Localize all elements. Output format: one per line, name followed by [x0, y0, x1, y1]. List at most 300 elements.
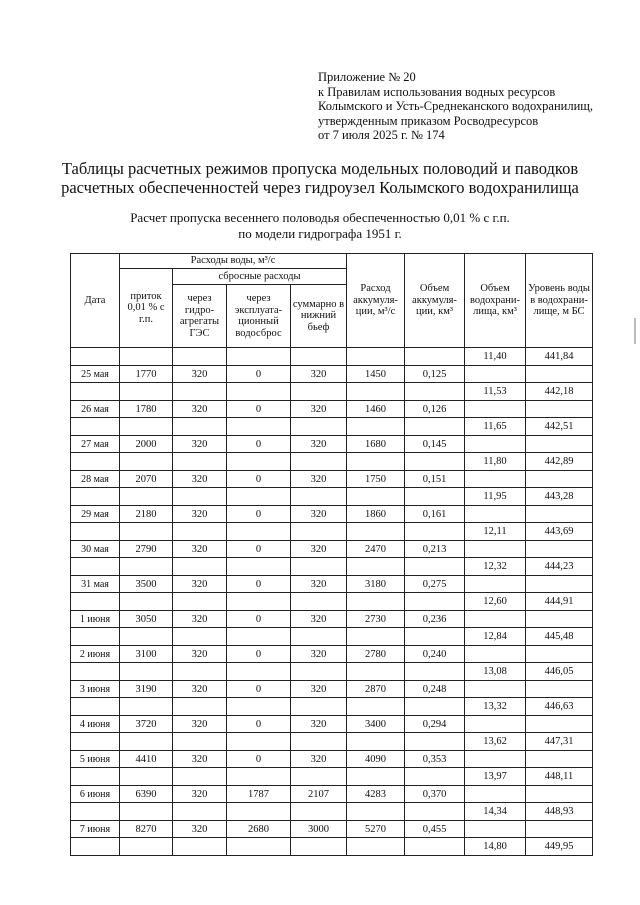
empty-cell — [526, 716, 593, 733]
level-row — [71, 593, 593, 611]
accumulation-volume-cell: 0,353 — [405, 751, 465, 768]
reservoir-volume-cell: 14,80 — [465, 838, 526, 856]
spillway-cell: 0 — [227, 716, 291, 733]
empty-cell — [291, 663, 347, 681]
inflow-cell: 3190 — [120, 681, 173, 698]
empty-cell — [465, 646, 526, 663]
date-cell: 7 июня — [71, 821, 120, 838]
empty-cell — [71, 663, 120, 681]
empty-cell — [347, 523, 405, 541]
table-row — [71, 611, 593, 628]
accumulation-volume-cell: 0,294 — [405, 716, 465, 733]
empty-cell — [465, 821, 526, 838]
total-release-cell: 320 — [291, 646, 347, 663]
empty-cell — [173, 418, 227, 436]
level-row — [71, 628, 593, 646]
empty-cell — [71, 383, 120, 401]
empty-cell — [227, 733, 291, 751]
empty-cell — [526, 611, 593, 628]
empty-cell — [291, 558, 347, 576]
water-level-cell: 445,48 — [526, 628, 593, 646]
level-row — [71, 733, 593, 751]
accumulation-volume-cell: 0,275 — [405, 576, 465, 593]
header-inflow: приток 0,01 % с г.п. — [120, 269, 173, 348]
reservoir-volume-cell: 14,34 — [465, 803, 526, 821]
caption-line: Расчет пропуска весеннего половодья обеспеченностью 0,01 % с г.п. — [130, 210, 510, 225]
empty-cell — [347, 558, 405, 576]
total-release-cell: 320 — [291, 576, 347, 593]
reservoir-volume-cell: 11,80 — [465, 453, 526, 471]
empty-cell — [71, 593, 120, 611]
reservoir-volume-cell: 12,32 — [465, 558, 526, 576]
header-total-release: суммарно в нижний бьеф — [291, 285, 347, 348]
table-row — [71, 506, 593, 523]
accumulation-volume-cell: 0,455 — [405, 821, 465, 838]
empty-cell — [347, 733, 405, 751]
empty-cell — [120, 768, 173, 786]
title-line: Таблицы расчетных режимов пропуска модельных половодий и паводков — [61, 159, 579, 178]
empty-cell — [526, 506, 593, 523]
date-cell: 26 мая — [71, 401, 120, 418]
annex-line: к Правилам использования водных ресурсов — [318, 84, 556, 99]
level-row — [71, 558, 593, 576]
date-cell: 29 мая — [71, 506, 120, 523]
empty-cell — [71, 628, 120, 646]
empty-cell — [120, 418, 173, 436]
spillway-cell: 0 — [227, 366, 291, 383]
empty-cell — [465, 716, 526, 733]
empty-cell — [347, 418, 405, 436]
total-release-cell: 320 — [291, 436, 347, 453]
empty-cell — [526, 436, 593, 453]
empty-cell — [405, 488, 465, 506]
annex-line: Колымского и Усть-Среднеканского водохранилищ, — [318, 99, 594, 114]
empty-cell — [405, 628, 465, 646]
accumulation-cell: 1750 — [347, 471, 405, 488]
empty-cell — [526, 366, 593, 383]
header-water-level: Уровень воды в водохрани-лище, м БС — [526, 254, 593, 348]
inflow-cell: 3050 — [120, 611, 173, 628]
level-row — [71, 768, 593, 786]
empty-cell — [71, 698, 120, 716]
empty-cell — [71, 558, 120, 576]
inflow-cell: 1780 — [120, 401, 173, 418]
table-row — [71, 541, 593, 558]
accumulation-volume-cell: 0,213 — [405, 541, 465, 558]
empty-cell — [173, 593, 227, 611]
empty-cell — [227, 698, 291, 716]
level-row — [71, 348, 593, 366]
table-row — [71, 681, 593, 698]
inflow-cell: 1770 — [120, 366, 173, 383]
reservoir-volume-cell: 11,53 — [465, 383, 526, 401]
empty-cell — [347, 488, 405, 506]
total-release-cell: 320 — [291, 471, 347, 488]
table-header — [71, 254, 593, 348]
empty-cell — [291, 698, 347, 716]
accumulation-cell: 1460 — [347, 401, 405, 418]
empty-cell — [347, 628, 405, 646]
empty-cell — [465, 366, 526, 383]
accumulation-cell: 5270 — [347, 821, 405, 838]
empty-cell — [71, 523, 120, 541]
empty-cell — [120, 663, 173, 681]
empty-cell — [120, 558, 173, 576]
reservoir-volume-cell: 11,65 — [465, 418, 526, 436]
empty-cell — [405, 803, 465, 821]
empty-cell — [291, 838, 347, 856]
water-level-cell: 443,69 — [526, 523, 593, 541]
accumulation-volume-cell: 0,240 — [405, 646, 465, 663]
spillway-cell: 0 — [227, 541, 291, 558]
empty-cell — [173, 733, 227, 751]
empty-cell — [347, 768, 405, 786]
empty-cell — [227, 593, 291, 611]
accumulation-volume-cell: 0,125 — [405, 366, 465, 383]
empty-cell — [120, 803, 173, 821]
table-row — [71, 751, 593, 768]
empty-cell — [173, 838, 227, 856]
annex-header — [318, 70, 593, 143]
date-cell: 4 июня — [71, 716, 120, 733]
reservoir-volume-cell: 12,11 — [465, 523, 526, 541]
empty-cell — [173, 768, 227, 786]
level-row — [71, 418, 593, 436]
empty-cell — [227, 453, 291, 471]
empty-cell — [71, 838, 120, 856]
empty-cell — [173, 523, 227, 541]
scan-margin-mark — [634, 318, 636, 344]
water-level-cell: 446,05 — [526, 663, 593, 681]
total-release-cell: 320 — [291, 401, 347, 418]
inflow-cell: 2000 — [120, 436, 173, 453]
empty-cell — [120, 523, 173, 541]
spillway-cell: 2680 — [227, 821, 291, 838]
empty-cell — [173, 628, 227, 646]
table-row — [71, 821, 593, 838]
water-level-cell: 444,91 — [526, 593, 593, 611]
spillway-cell: 0 — [227, 401, 291, 418]
empty-cell — [291, 768, 347, 786]
level-row — [71, 838, 593, 856]
spillway-cell: 0 — [227, 506, 291, 523]
accumulation-cell: 4283 — [347, 786, 405, 803]
empty-cell — [71, 733, 120, 751]
accumulation-volume-cell: 0,161 — [405, 506, 465, 523]
table-row — [71, 646, 593, 663]
empty-cell — [465, 436, 526, 453]
empty-cell — [405, 418, 465, 436]
empty-cell — [227, 383, 291, 401]
empty-cell — [465, 681, 526, 698]
header-reservoir-volume: Объем водохрани-лища, км³ — [465, 254, 526, 348]
level-row — [71, 383, 593, 401]
empty-cell — [227, 418, 291, 436]
table-row — [71, 366, 593, 383]
empty-cell — [120, 838, 173, 856]
inflow-cell: 2790 — [120, 541, 173, 558]
water-level-cell: 446,63 — [526, 698, 593, 716]
spillway-cell: 0 — [227, 646, 291, 663]
turbines-cell: 320 — [173, 471, 227, 488]
reservoir-volume-cell: 12,84 — [465, 628, 526, 646]
level-row — [71, 523, 593, 541]
reservoir-volume-cell: 13,08 — [465, 663, 526, 681]
empty-cell — [291, 628, 347, 646]
empty-cell — [465, 786, 526, 803]
empty-cell — [227, 838, 291, 856]
date-cell: 25 мая — [71, 366, 120, 383]
spillway-cell: 1787 — [227, 786, 291, 803]
water-level-cell: 448,11 — [526, 768, 593, 786]
empty-cell — [227, 558, 291, 576]
date-cell: 6 июня — [71, 786, 120, 803]
spillway-cell: 0 — [227, 436, 291, 453]
empty-cell — [291, 593, 347, 611]
header-turbines: через гидро-агрегаты ГЭС — [173, 285, 227, 348]
empty-cell — [405, 838, 465, 856]
empty-cell — [405, 593, 465, 611]
empty-cell — [405, 768, 465, 786]
empty-cell — [405, 733, 465, 751]
water-level-cell: 442,18 — [526, 383, 593, 401]
empty-cell — [120, 593, 173, 611]
accumulation-cell: 1450 — [347, 366, 405, 383]
water-level-cell: 442,51 — [526, 418, 593, 436]
turbines-cell: 320 — [173, 506, 227, 523]
turbines-cell: 320 — [173, 541, 227, 558]
empty-cell — [347, 663, 405, 681]
date-cell: 1 июня — [71, 611, 120, 628]
table-row — [71, 401, 593, 418]
empty-cell — [227, 768, 291, 786]
empty-cell — [71, 453, 120, 471]
empty-cell — [465, 611, 526, 628]
empty-cell — [465, 471, 526, 488]
turbines-cell: 320 — [173, 366, 227, 383]
empty-cell — [526, 821, 593, 838]
spillway-cell: 0 — [227, 576, 291, 593]
empty-cell — [291, 488, 347, 506]
level-row — [71, 453, 593, 471]
accumulation-cell: 3400 — [347, 716, 405, 733]
turbines-cell: 320 — [173, 611, 227, 628]
empty-cell — [120, 733, 173, 751]
inflow-cell: 2070 — [120, 471, 173, 488]
empty-cell — [227, 663, 291, 681]
reservoir-volume-cell: 13,32 — [465, 698, 526, 716]
spillway-cell: 0 — [227, 611, 291, 628]
empty-cell — [465, 401, 526, 418]
empty-cell — [120, 453, 173, 471]
total-release-cell: 3000 — [291, 821, 347, 838]
empty-cell — [347, 803, 405, 821]
table-caption — [70, 210, 570, 241]
turbines-cell: 320 — [173, 436, 227, 453]
empty-cell — [71, 488, 120, 506]
empty-cell — [465, 576, 526, 593]
accumulation-cell: 2870 — [347, 681, 405, 698]
total-release-cell: 320 — [291, 541, 347, 558]
water-level-cell: 448,93 — [526, 803, 593, 821]
accumulation-cell: 2780 — [347, 646, 405, 663]
empty-cell — [120, 698, 173, 716]
empty-cell — [526, 646, 593, 663]
empty-cell — [227, 803, 291, 821]
spillway-cell: 0 — [227, 751, 291, 768]
annex-line: Приложение № 20 — [318, 70, 416, 84]
total-release-cell: 320 — [291, 681, 347, 698]
empty-cell — [227, 628, 291, 646]
empty-cell — [405, 698, 465, 716]
date-cell: 27 мая — [71, 436, 120, 453]
table-row — [71, 716, 593, 733]
empty-cell — [291, 418, 347, 436]
empty-cell — [465, 541, 526, 558]
inflow-cell: 3500 — [120, 576, 173, 593]
date-cell: 5 июня — [71, 751, 120, 768]
empty-cell — [465, 751, 526, 768]
inflow-cell: 6390 — [120, 786, 173, 803]
empty-cell — [120, 628, 173, 646]
accumulation-volume-cell: 0,145 — [405, 436, 465, 453]
level-row — [71, 663, 593, 681]
table-row — [71, 471, 593, 488]
empty-cell — [291, 803, 347, 821]
table-row — [71, 786, 593, 803]
water-level-cell: 447,31 — [526, 733, 593, 751]
accumulation-cell: 4090 — [347, 751, 405, 768]
water-level-cell: 443,28 — [526, 488, 593, 506]
header-accumulation-volume: Объем аккумуля-ции, км³ — [405, 254, 465, 348]
water-level-cell: 442,89 — [526, 453, 593, 471]
total-release-cell: 320 — [291, 716, 347, 733]
empty-cell — [291, 383, 347, 401]
reservoir-volume-cell: 11,40 — [465, 348, 526, 366]
date-cell: 31 мая — [71, 576, 120, 593]
empty-cell — [347, 838, 405, 856]
empty-cell — [173, 663, 227, 681]
level-row — [71, 698, 593, 716]
reservoir-volume-cell: 12,60 — [465, 593, 526, 611]
empty-cell — [71, 768, 120, 786]
turbines-cell: 320 — [173, 681, 227, 698]
table-row — [71, 576, 593, 593]
empty-cell — [173, 558, 227, 576]
empty-cell — [120, 383, 173, 401]
inflow-cell: 3720 — [120, 716, 173, 733]
turbines-cell: 320 — [173, 786, 227, 803]
level-row — [71, 488, 593, 506]
total-release-cell: 320 — [291, 366, 347, 383]
header-date: Дата — [71, 254, 120, 348]
header-spillway: через эксплуата-ционный водосброс — [227, 285, 291, 348]
empty-cell — [291, 453, 347, 471]
header-release-group: сбросные расходы — [173, 269, 347, 285]
total-release-cell: 320 — [291, 506, 347, 523]
empty-cell — [405, 453, 465, 471]
empty-cell — [71, 803, 120, 821]
water-regime-table — [70, 253, 593, 856]
accumulation-volume-cell: 0,248 — [405, 681, 465, 698]
document-title — [40, 159, 600, 197]
annex-line: утвержденным приказом Росводресурсов — [318, 113, 539, 128]
caption-line: по модели гидрографа 1951 г. — [238, 225, 402, 241]
accumulation-volume-cell: 0,370 — [405, 786, 465, 803]
date-cell: 2 июня — [71, 646, 120, 663]
empty-cell — [405, 558, 465, 576]
level-row — [71, 803, 593, 821]
empty-cell — [526, 751, 593, 768]
spillway-cell: 0 — [227, 471, 291, 488]
table-body — [71, 348, 593, 856]
date-cell: 28 мая — [71, 471, 120, 488]
empty-cell — [405, 383, 465, 401]
empty-cell — [347, 383, 405, 401]
empty-cell — [526, 576, 593, 593]
reservoir-volume-cell: 13,62 — [465, 733, 526, 751]
turbines-cell: 320 — [173, 751, 227, 768]
reservoir-volume-cell: 11,95 — [465, 488, 526, 506]
water-level-cell: 444,23 — [526, 558, 593, 576]
total-release-cell: 320 — [291, 751, 347, 768]
header-accumulation: Расход аккумуля-ции, м³/с — [347, 254, 405, 348]
empty-cell — [526, 401, 593, 418]
empty-cell — [526, 681, 593, 698]
water-level-cell: 449,95 — [526, 838, 593, 856]
turbines-cell: 320 — [173, 576, 227, 593]
empty-cell — [291, 733, 347, 751]
empty-cell — [347, 593, 405, 611]
spillway-cell: 0 — [227, 681, 291, 698]
inflow-cell: 3100 — [120, 646, 173, 663]
empty-cell — [347, 698, 405, 716]
empty-cell — [526, 471, 593, 488]
water-level-cell: 441,84 — [526, 348, 593, 366]
accumulation-cell: 1680 — [347, 436, 405, 453]
empty-cell — [291, 523, 347, 541]
total-release-cell: 320 — [291, 611, 347, 628]
inflow-cell: 4410 — [120, 751, 173, 768]
annex-line: от 7 июля 2025 г. № 174 — [318, 128, 445, 143]
total-release-cell: 2107 — [291, 786, 347, 803]
reservoir-volume-cell: 13,97 — [465, 768, 526, 786]
empty-cell — [526, 786, 593, 803]
title-line: расчетных обеспеченностей через гидроузел Колымского водохранилища — [61, 178, 579, 197]
accumulation-cell: 2470 — [347, 541, 405, 558]
empty-cell — [405, 663, 465, 681]
empty-cell — [173, 803, 227, 821]
date-cell: 30 мая — [71, 541, 120, 558]
turbines-cell: 320 — [173, 716, 227, 733]
inflow-cell: 8270 — [120, 821, 173, 838]
turbines-cell: 320 — [173, 646, 227, 663]
empty-cell — [71, 418, 120, 436]
header-discharge-group: Расходы воды, м³/с — [120, 254, 347, 269]
accumulation-cell: 3180 — [347, 576, 405, 593]
turbines-cell: 320 — [173, 821, 227, 838]
empty-cell — [347, 453, 405, 471]
date-cell: 3 июня — [71, 681, 120, 698]
accumulation-volume-cell: 0,236 — [405, 611, 465, 628]
empty-cell — [173, 453, 227, 471]
empty-cell — [173, 488, 227, 506]
empty-cell — [405, 523, 465, 541]
accumulation-cell: 1860 — [347, 506, 405, 523]
empty-cell — [173, 698, 227, 716]
empty-cell — [120, 488, 173, 506]
inflow-cell: 2180 — [120, 506, 173, 523]
